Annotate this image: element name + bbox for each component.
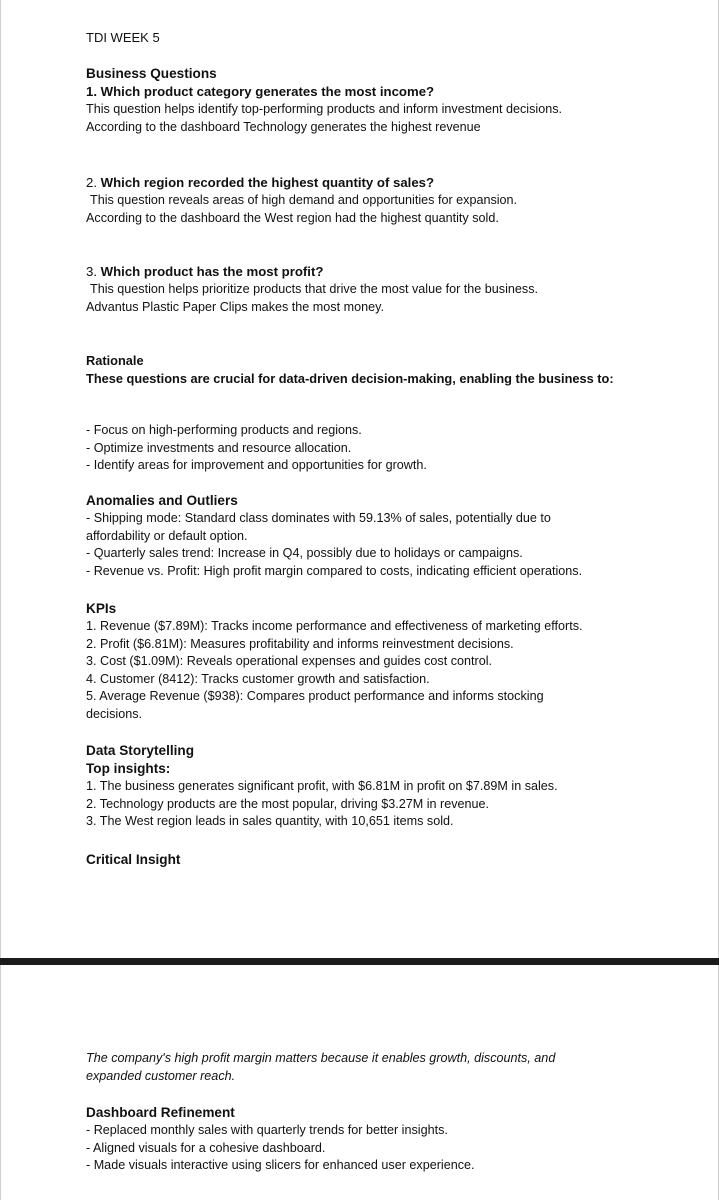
critical-insight-text-block bbox=[86, 1050, 596, 1085]
kpis-section bbox=[86, 600, 626, 724]
business-questions-section bbox=[86, 65, 631, 136]
document-title: TDI WEEK 5 bbox=[86, 30, 160, 45]
question-3-line-1: This question helps prioritize products that drive the most value for the business. bbox=[90, 282, 539, 296]
storytelling-section bbox=[86, 742, 631, 831]
rationale-item: - Optimize investments and resource allocation. bbox=[86, 440, 352, 455]
question-2-block bbox=[86, 174, 631, 227]
insight-item: 1. The business generates significant profit, with $6.81M in profit on $7.89M in sales. bbox=[86, 779, 558, 793]
rationale-intro: These questions are crucial for data-driven decision-making, enabling the business to: bbox=[86, 370, 614, 386]
page-separator bbox=[0, 958, 719, 965]
rationale-item: - Identify areas for improvement and opportunities for growth. bbox=[86, 458, 427, 473]
critical-insight-text: The company's high profit margin matters because it enables growth, discounts, and expanded customer reach. bbox=[86, 1051, 556, 1083]
insight-item: 2. Technology products are the most popular, driving $3.27M in revenue. bbox=[86, 796, 490, 811]
critical-insight-section bbox=[86, 851, 631, 869]
kpi-item: 4. Customer (8412): Tracks customer growth and satisfaction. bbox=[86, 671, 430, 686]
anomaly-item: - Quarterly sales trend: Increase in Q4, possibly due to holidays or campaigns. bbox=[86, 546, 523, 561]
refinement-item: - Made visuals interactive using slicers for enhanced user experience. bbox=[86, 1158, 475, 1173]
question-2: 2. Which region recorded the highest quantity of sales? bbox=[86, 175, 435, 190]
rationale-heading: Rationale bbox=[86, 353, 144, 368]
question-3-line-2: Advantus Plastic Paper Clips makes the most money. bbox=[86, 299, 384, 314]
anomalies-section bbox=[86, 492, 616, 580]
refinement-heading: Dashboard Refinement bbox=[86, 1105, 235, 1120]
business-questions-heading: Business Questions bbox=[86, 66, 217, 81]
insight-item: 3. The West region leads in sales quantity, with 10,651 items sold. bbox=[86, 814, 454, 829]
rationale-list bbox=[86, 422, 631, 475]
question-2-line-2: According to the dashboard the West region had the highest quantity sold. bbox=[86, 210, 499, 225]
question-2-line-1: This question reveals areas of high demand and opportunities for expansion. bbox=[90, 193, 518, 207]
rationale-section bbox=[86, 352, 631, 387]
refinement-item: - Replaced monthly sales with quarterly trends for better insights. bbox=[86, 1123, 448, 1137]
anomalies-heading: Anomalies and Outliers bbox=[86, 493, 238, 508]
storytelling-heading: Data Storytelling bbox=[86, 743, 195, 758]
question-1: 1. Which product category generates the most income? bbox=[86, 84, 435, 99]
kpi-item: 2. Profit ($6.81M): Measures profitability and informs reinvestment decisions. bbox=[86, 636, 514, 651]
anomaly-item: - Revenue vs. Profit: High profit margin compared to costs, indicating efficient operations. bbox=[86, 563, 583, 578]
question-3: 3. Which product has the most profit? bbox=[86, 264, 324, 279]
refinement-section bbox=[86, 1104, 631, 1175]
kpis-heading: KPIs bbox=[86, 601, 117, 616]
question-1-line-2: According to the dashboard Technology generates the highest revenue bbox=[86, 119, 481, 134]
rationale-item: - Focus on high-performing products and regions. bbox=[86, 423, 362, 437]
refinement-item: - Aligned visuals for a cohesive dashboard. bbox=[86, 1140, 326, 1155]
question-3-block bbox=[86, 263, 631, 316]
anomaly-item: - Shipping mode: Standard class dominates with 59.13% of sales, potentially due to affordability or default option. bbox=[86, 511, 551, 543]
storytelling-subheading: Top insights: bbox=[86, 761, 171, 776]
kpi-item: 5. Average Revenue ($938): Compares product performance and informs stocking decisions. bbox=[86, 689, 544, 721]
critical-insight-heading: Critical Insight bbox=[86, 852, 181, 867]
kpi-item: 3. Cost ($1.09M): Reveals operational expenses and guides cost control. bbox=[86, 654, 493, 669]
question-1-line-1: This question helps identify top-performing products and inform investment decisions. bbox=[86, 102, 563, 116]
kpi-item: 1. Revenue ($7.89M): Tracks income performance and effectiveness of marketing efforts. bbox=[86, 619, 583, 633]
